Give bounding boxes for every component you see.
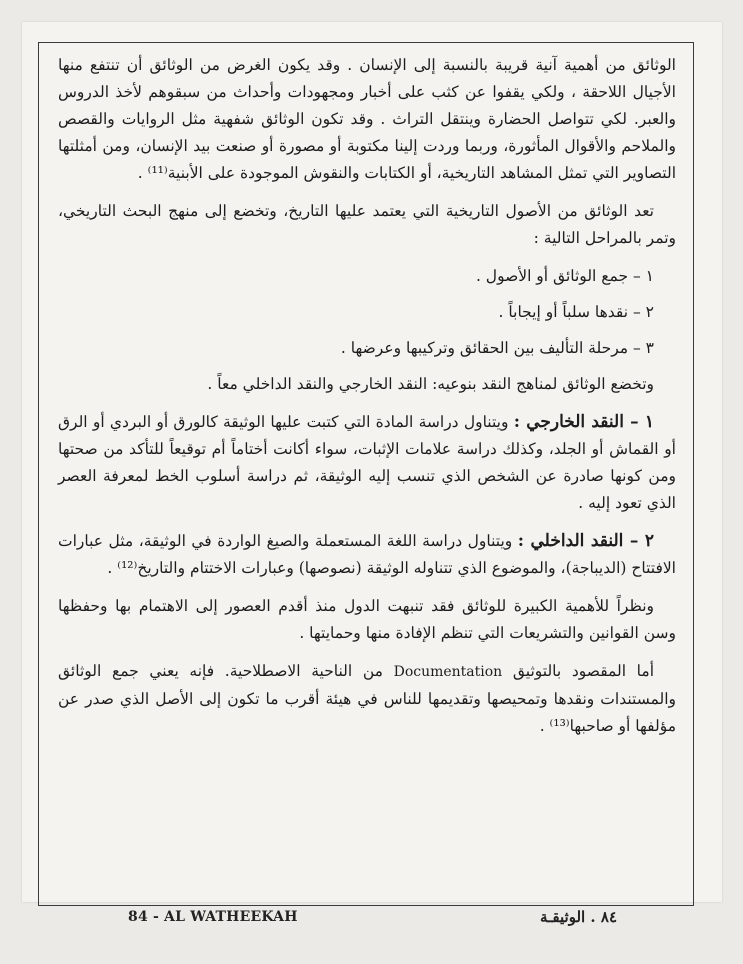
list-item: ٢ – نقدها سلباً أو إيجاباً . [498,303,654,321]
paragraph-text: من الناحية الاصطلاحية. فإنه يعني جمع الوثائق والمستندات ونقدها وتمحيصها وتقديمها للناس في هيئة أقرب ما تكون إلى الأصل الذي صدر عن مؤلفها أو صاحبها⁽¹³⁾ . [58,662,676,735]
paragraph-text: ويتناول دراسة اللغة المستعملة والصيغ الواردة في الوثيقة، مثل عبارات الافتتاح (الديباجة)، والموضوع الذي تتناوله الوثيقة (نصوصها) وعبارات الاختتام والتاريخ⁽¹²⁾ . [58,532,676,577]
section-heading: ١ – النقد الخارجي : [513,412,655,432]
article-body [58,52,676,751]
paragraph-intro: الوثائق من أهمية آنية قريبة بالنسبة إلى الإنسان . وقد يكون الغرض من الوثائق أن تنتفع منها الأجيال اللاحقة ، ولكي يقفوا عن كثب على أخبار ومجهودات وأحداث من سبقوهم لأخذ الدروس والعبر. لكي تتواصل الحضارة وينتقل التراث . وقد تكون الوثائق شفهية مثل الروايات والقصص والملاحم والأقوال المأثورة، وربما وردت إلينا مكتوبة أو مصورة أو صنعت بيد الإنسان، ومن أمثلتها التصاوير التي تمثل المشاهد التاريخية، أو الكتابات والنقوش الموجودة على الأبنية⁽¹¹⁾ . [58,56,676,182]
footer-page-label-arabic: ٨٤ . الوثيقـة [540,908,618,926]
paragraph-sources: تعد الوثائق من الأصول التاريخية التي يعتمد عليها التاريخ، وتخضع إلى منهج البحث التاريخي، وتمر بالمراحل التالية : [58,202,676,247]
paragraph-text: أما المقصود بالتوثيق [502,662,654,680]
paragraph-internal-criticism [58,528,676,582]
list-item: ١ – جمع الوثائق أو الأصول . [475,267,654,285]
section-heading: ٢ – النقد الداخلي : [517,531,654,551]
paragraph-external-criticism [58,409,676,517]
paragraph-importance: ونظراً للأهمية الكبيرة للوثائق فقد تنبهت الدول منذ أقدم العصور إلى الاهتمام بها وحفظها وسن القوانين والتشريعات التي تنظم الإفادة منها وحمايتها . [58,597,676,642]
footer-page-label-latin: 84 - AL WATHEEKAH [128,909,298,925]
latin-term: Documentation [393,664,503,680]
paragraph-criticism: وتخضع الوثائق لمناهج النقد بنوعيه: النقد الخارجي والنقد الداخلي معاً . [207,375,654,393]
list-item: ٣ – مرحلة التأليف بين الحقائق وتركيبها وعرضها . [340,339,654,357]
paragraph-documentation [58,658,676,740]
paragraph-text: ويتناول دراسة المادة التي كتبت عليها الوثيقة كالورق أو البردي أو الرق أو القماش أو الجلد، وكذلك دراسة علامات الإثبات، سواء أكانت أختاماً أم توقيعاً للتأكد من صحتها ومن كونها صادرة عن الشخص الذي تنسب إليه الوثيقة، ثم دراسة أسلوب الخط لمعرفة العصر الذي تعود إليه . [58,413,676,512]
